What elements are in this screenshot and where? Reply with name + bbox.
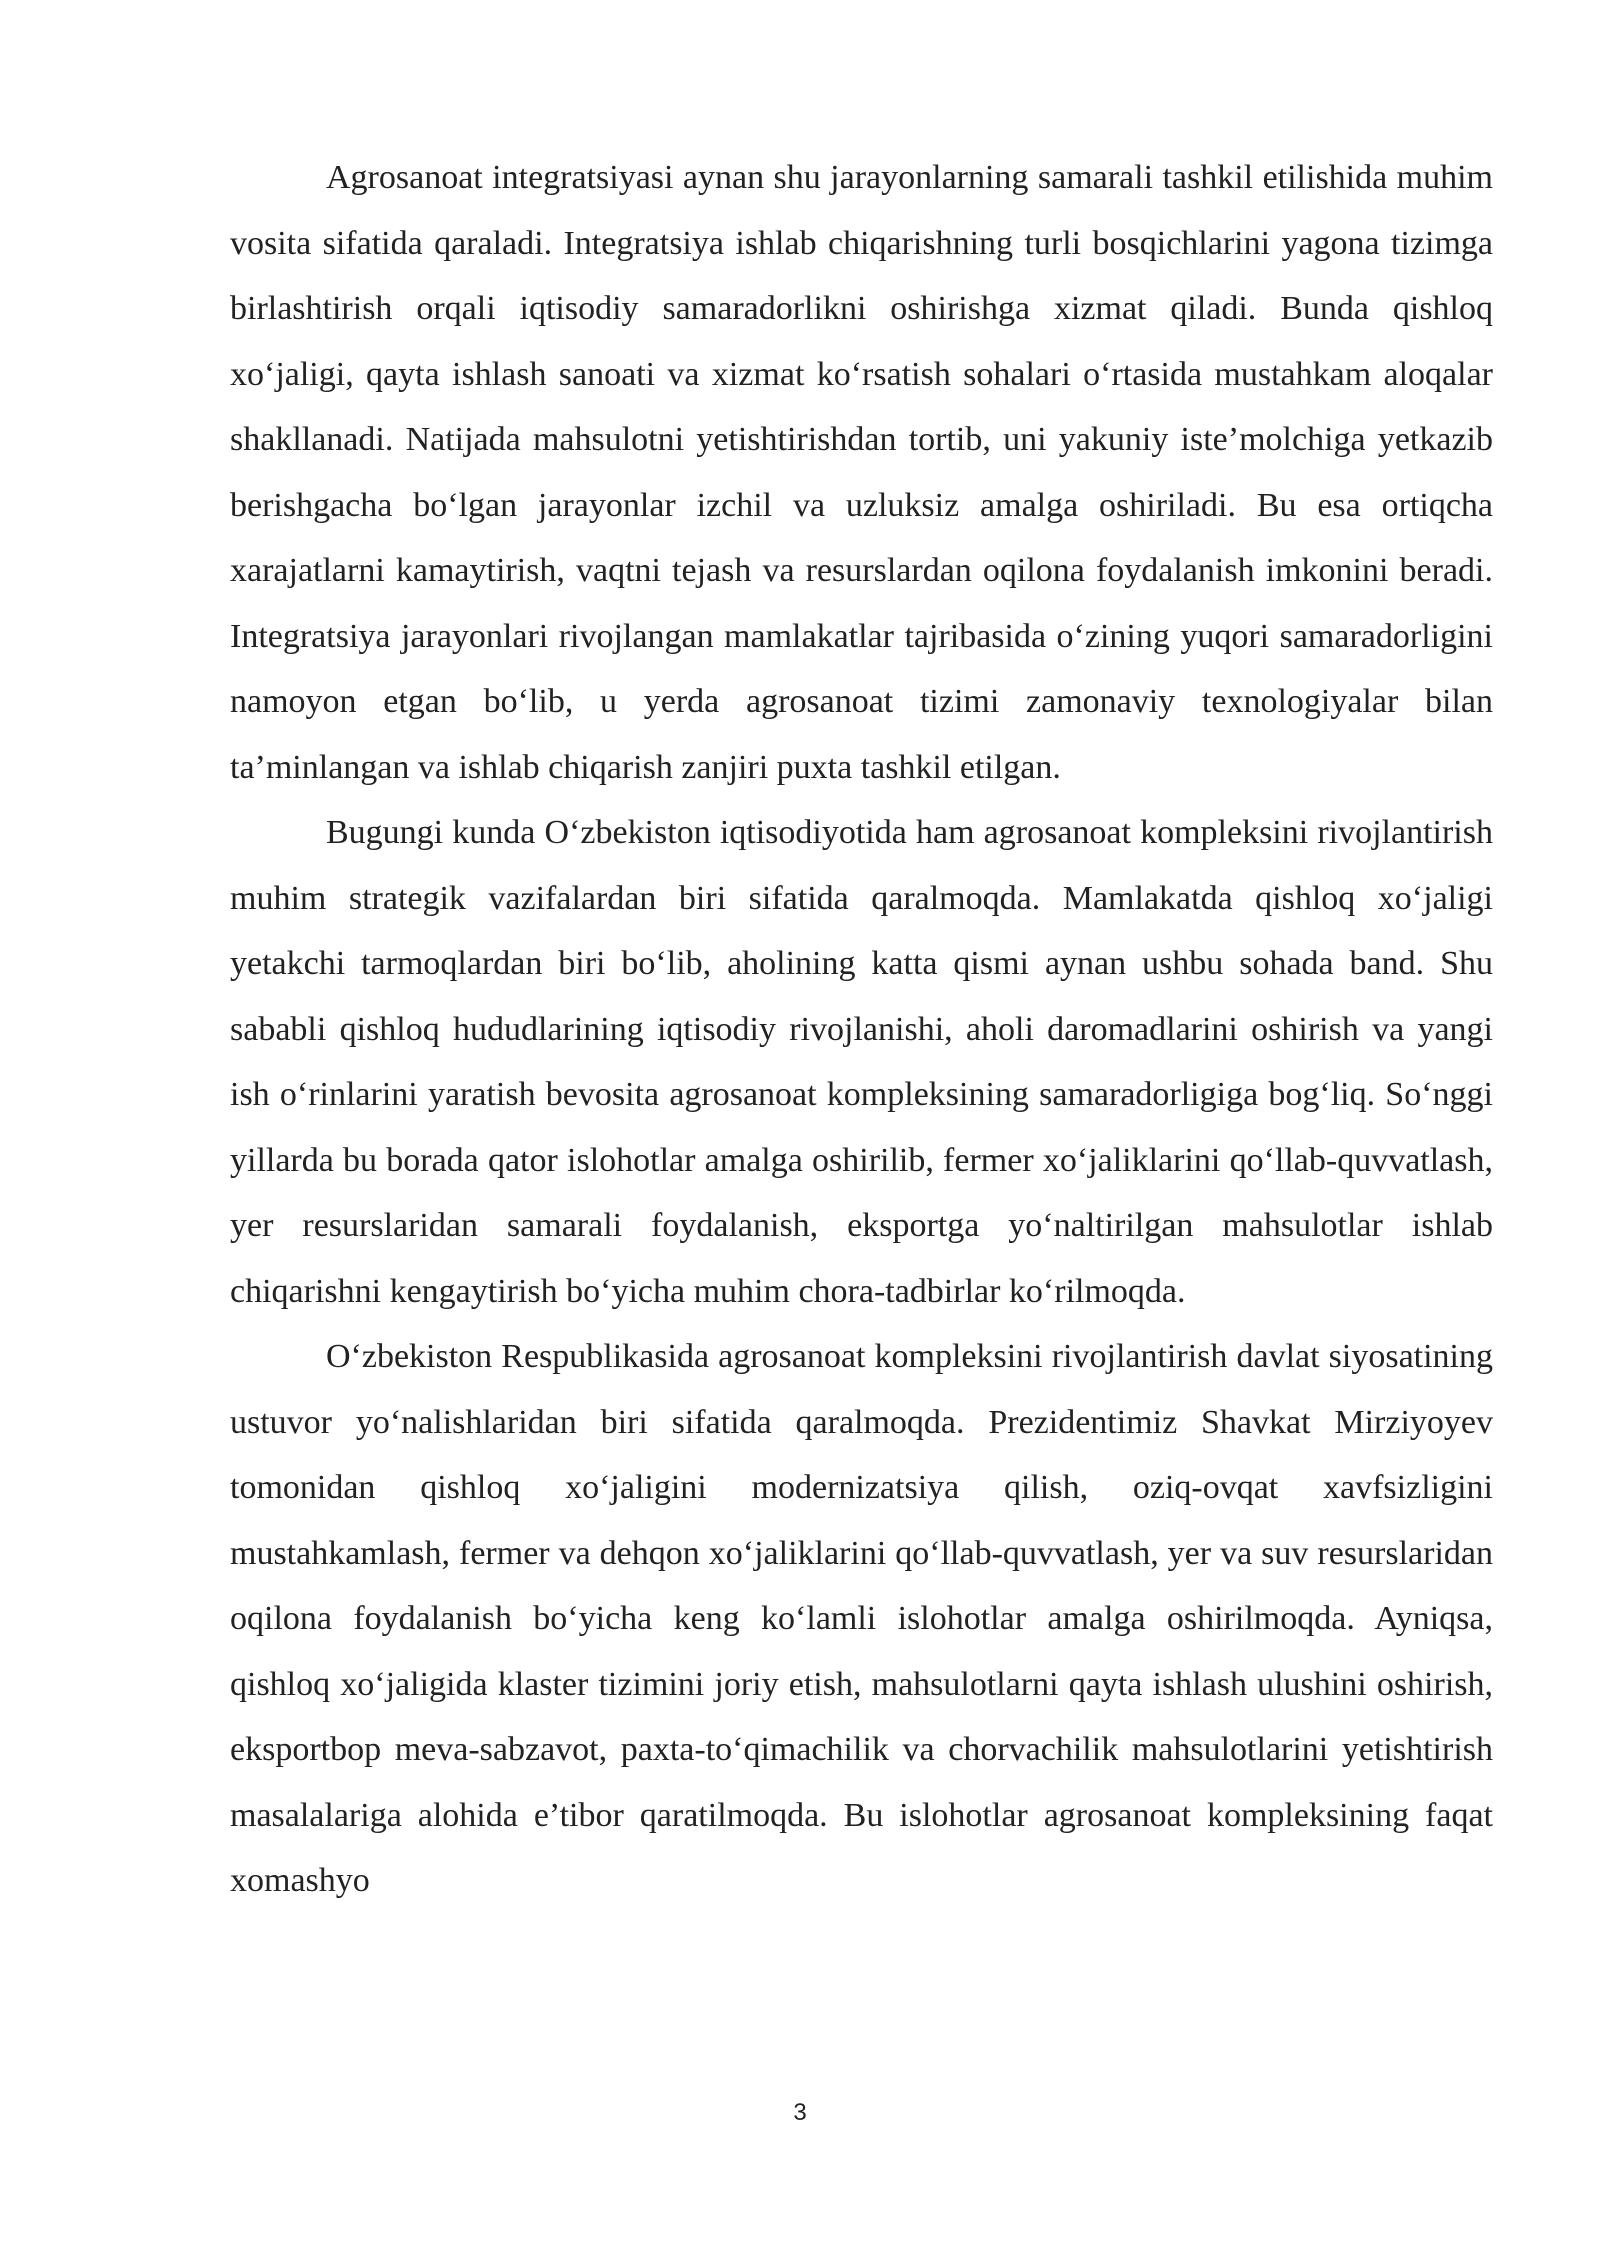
page-number: 3 <box>793 2099 807 2126</box>
body-text <box>230 145 1493 1914</box>
paragraph-2: Bugungi kunda O‘zbekiston iqtisodiyotida ham agrosanoat kompleksini rivojlantirish muhim strategik vazifalardan biri sifatida qaralmoqda. Mamlakatda qishloq xo‘jaligi yetakchi tarmoqlardan biri bo‘lib, aholining katta qismi aynan ushbu sohada band. Shu sababli qishloq hududlarining iqtisodiy rivojlanishi, aholi daromadlarini oshirish va yangi ish o‘rinlarini yaratish bevosita agrosanoat kompleksining samaradorligiga bog‘liq. So‘nggi yillarda bu borada qator islohotlar amalga oshirilib, fermer xo‘jaliklarini qo‘llab-quvvatlash, yer resurslaridan samarali foydalanish, eksportga yo‘naltirilgan mahsulotlar ishlab chiqarishni kengaytirish bo‘yicha muhim chora-tadbirlar ko‘rilmoqda. <box>230 814 1493 1310</box>
paragraph-1: Agrosanoat integratsiyasi aynan shu jarayonlarning samarali tashkil etilishida muhim vosita sifatida qaraladi. Integratsiya ishlab chiqarishning turli bosqichlarini yagona tizimga birlashtirish orqali iqtisodiy samaradorlikni oshirishga xizmat qiladi. Bunda qishloq xo‘jaligi, qayta ishlash sanoati va xizmat ko‘rsatish sohalari o‘rtasida mustahkam aloqalar shakllanadi. Natijada mahsulotni yetishtirishdan tortib, uni yakuniy iste’molchiga yetkazib berishgacha bo‘lgan jarayonlar izchil va uzluksiz amalga oshiriladi. Bu esa ortiqcha xarajatlarni kamaytirish, vaqtni tejash va resurslardan oqilona foydalanish imkonini beradi. Integratsiya jarayonlari rivojlangan mamlakatlar tajribasida o‘zining yuqori samaradorligini namoyon etgan bo‘lib, u yerda agrosanoat tizimi zamonaviy texnologiyalar bilan ta’minlangan va ishlab chiqarish zanjiri puxta tashkil etilgan. <box>230 159 1493 786</box>
paragraph-3: O‘zbekiston Respublikasida agrosanoat kompleksini rivojlantirish davlat siyosatining ustuvor yo‘nalishlaridan biri sifatida qaralmoqda. Prezidentimiz Shavkat Mirziyoyev tomonidan qishloq xo‘jaligini modernizatsiya qilish, oziq-ovqat xavfsizligini mustahkamlash, fermer va dehqon xo‘jaliklarini qo‘llab-quvvatlash, yer va suv resurslaridan oqilona foydalanish bo‘yicha keng ko‘lamli islohotlar amalga oshirilmoqda. Ayniqsa, qishloq xo‘jaligida klaster tizimini joriy etish, mahsulotlarni qayta ishlash ulushini oshirish, eksportbop meva-sabzavot, paxta-to‘qimachilik va chorvachilik mahsulotlarini yetishtirish masalalariga alohida e’tibor qaratilmoqda. Bu islohotlar agrosanoat kompleksining faqat xomashyo <box>230 1338 1493 1899</box>
